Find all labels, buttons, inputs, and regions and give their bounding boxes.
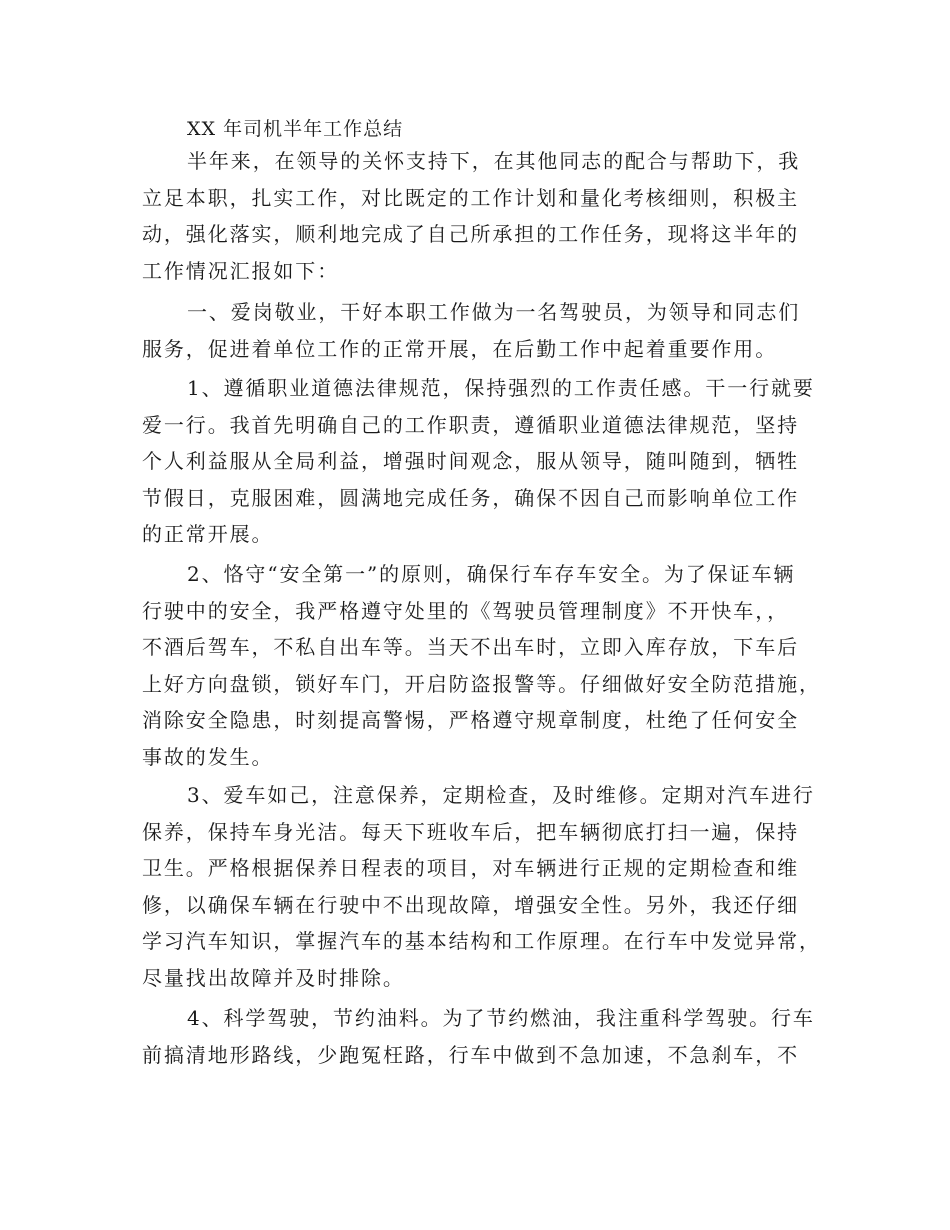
paragraph-line: 学习汽车知识，掌握汽车的基本结构和工作原理。在行车中发觉异常，	[142, 929, 821, 954]
document-title: XX 年司机半年工作总结	[187, 118, 404, 140]
paragraph-line: 上好方向盘锁，锁好车门，开启防盗报警等。仔细做好安全防范措施，	[142, 671, 821, 696]
paragraph-line: 行驶中的安全，我严格遵守处里的《驾驶员管理制度》不开快车，，	[142, 598, 789, 623]
paragraph-item-2	[142, 556, 821, 776]
paragraph-item-1	[142, 370, 815, 553]
paragraph-line: 1、遵循职业道德法律规范，保持强烈的工作责任感。干一行就要	[187, 376, 815, 400]
paragraph-line: 不酒后驾车，不私自出车等。当天不出车时，立即入库存放，下车后	[142, 635, 799, 660]
paragraph-line: 节假日，克服困难，圆满地完成任务，确保不因自己而影响单位工作	[142, 485, 799, 510]
paragraph-line: 尽量找出故障并及时排除。	[142, 965, 405, 990]
paragraph-line: 修，以确保车辆在行驶中不出现故障，增强安全性。另外，我还仔细	[142, 892, 799, 917]
paragraph-line: 前搞清地形路线，少跑冤枉路，行车中做到不急加速，不急刹车，不	[142, 1042, 799, 1067]
paragraph-line: 一、爱岗敬业，干好本职工作做为一名驾驶员，为领导和同志们	[187, 300, 801, 324]
paragraph-line: 的正常开展。	[142, 522, 274, 547]
paragraph-line: 消除安全隐患，时刻提高警惕，严格遵守规章制度，杜绝了任何安全	[142, 708, 799, 733]
paragraph-line: 3、爱车如己，注意保养，定期检查，及时维修。定期对汽车进行	[187, 783, 815, 807]
paragraph-line: 爱一行。我首先明确自己的工作职责，遵循职业道德法律规范，坚持	[142, 412, 799, 437]
paragraph-line: 个人利益服从全局利益，增强时间观念，服从领导，随叫随到，牺牲	[142, 449, 799, 474]
paragraph-line: 服务，促进着单位工作的正常开展，在后勤工作中起着重要作用。	[142, 336, 778, 361]
paragraph-item-3	[142, 777, 821, 997]
paragraph-line: 2、恪守“安全第一”的原则，确保行车存车安全。为了保证车辆	[187, 562, 796, 586]
paragraph-line: 工作情况汇报如下：	[142, 258, 340, 283]
paragraph-line: 保养，保持车身光洁。每天下班收车后，把车辆彻底打扫一遍，保持	[142, 819, 799, 844]
paragraph-item-4	[142, 1000, 815, 1073]
paragraph-line: 事故的发生。	[142, 744, 274, 769]
paragraph-section-1	[142, 294, 810, 367]
paragraph-line: 卫生。严格根据保养日程表的项目，对车辆进行正规的定期检查和维	[142, 856, 799, 881]
paragraph-line: 半年来，在领导的关怀支持下，在其他同志的配合与帮助下，我	[187, 149, 801, 173]
paragraph-line: 动，强化落实，顺利地完成了自己所承担的工作任务，现将这半年的	[142, 222, 799, 247]
paragraph-line: 4、科学驾驶，节约油料。为了节约燃油，我注重科学驾驶。行车	[187, 1006, 815, 1030]
paragraph-line: 立足本职，扎实工作，对比既定的工作计划和量化考核细则，积极主	[142, 185, 799, 210]
paragraph-intro	[142, 143, 810, 289]
